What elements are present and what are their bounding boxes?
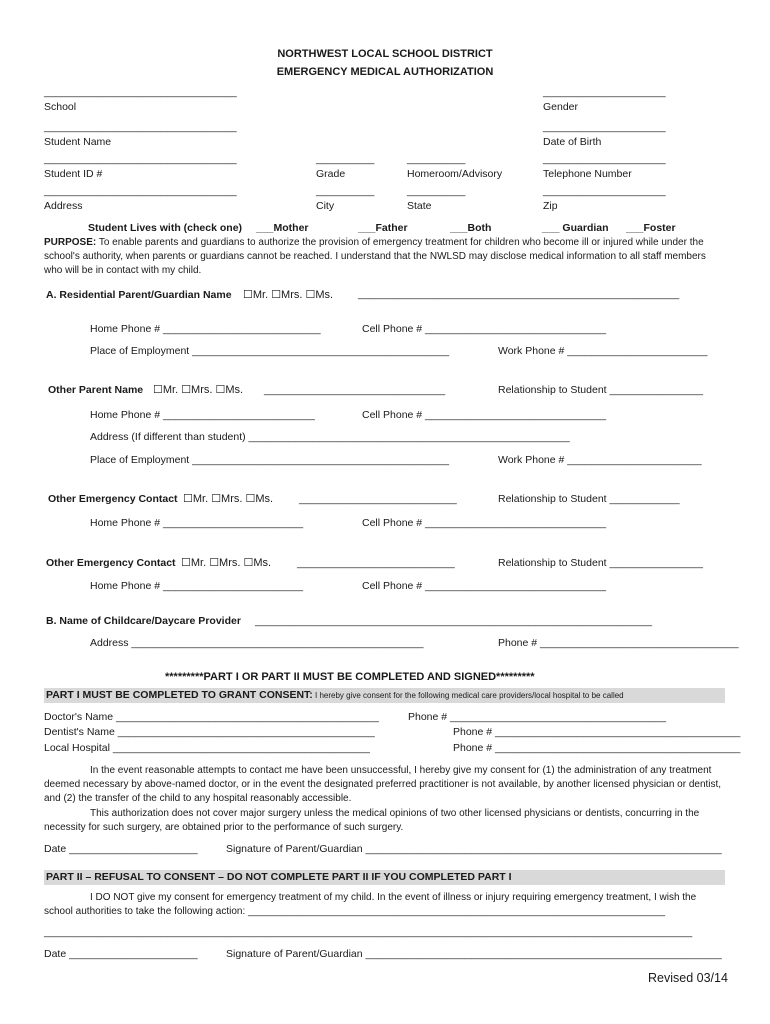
doctor-phone-field[interactable]: Phone # _____________________________________ [408, 711, 667, 723]
gender-label: Gender [543, 101, 579, 113]
childcare-provider-heading: B. Name of Childcare/Daycare Provider [46, 615, 241, 627]
state-field-line[interactable]: __________ [407, 185, 466, 197]
form-title-authorization: EMERGENCY MEDICAL AUTHORIZATION [276, 66, 494, 78]
part-2-date-field[interactable]: Date ______________________ [44, 948, 198, 960]
lives-with-foster[interactable]: ___Foster [626, 222, 676, 234]
city-field-line[interactable]: __________ [316, 185, 375, 197]
state-label: State [407, 200, 432, 212]
telephone-label: Telephone Number [543, 168, 632, 180]
purpose-text: To enable parents and guardians to authorize the provision of emergency treatment for children who become ill or injured while under the school's authority, when parents or guardians cannot be reached. I understand that the NWLSD may disclose medical information to all staff members who will be in contact with my child. [44, 237, 706, 276]
gender-field-line[interactable]: _____________________ [543, 86, 666, 98]
student-name-field-line[interactable]: _________________________________ [44, 121, 237, 133]
emergency-contact-2-cell-phone[interactable]: Cell Phone # _______________________________ [362, 580, 607, 592]
part-1-heading [46, 689, 624, 701]
student-name-label: Student Name [44, 136, 112, 148]
emergency-contact-1-heading: Other Emergency Contact [48, 493, 178, 505]
emergency-contact-1-cell-phone[interactable]: Cell Phone # _______________________________ [362, 517, 607, 529]
hospital-phone-field[interactable]: Phone # __________________________________________ [453, 742, 741, 754]
emergency-contact-2-heading: Other Emergency Contact [46, 557, 176, 569]
residential-home-phone[interactable]: Home Phone # ___________________________ [90, 323, 321, 335]
residential-parent-name-line[interactable]: _______________________________________________________ [358, 288, 680, 300]
part-1-heading-text: PART I MUST BE COMPLETED TO GRANT CONSENT: [46, 689, 313, 701]
childcare-provider-name-line[interactable]: ____________________________________________________________________ [255, 615, 653, 627]
consent-paragraph-1: In the event reasonable attempts to contact me have been unsuccessful, I hereby give my consent for (1) the administration of any treatment deemed necessary by above-named doctor, or in the event the designated preferred practitioner is not available, by another licensed physician or dentist, and (2) the transfer of the child to any hospital reasonably accessible. [44, 765, 722, 804]
telephone-field-line[interactable]: _____________________ [543, 153, 666, 165]
emergency-contact-1-title-checkboxes[interactable]: ☐Mr. ☐Mrs. ☐Ms. [183, 493, 274, 505]
form-title-district: NORTHWEST LOCAL SCHOOL DISTRICT [277, 48, 493, 60]
residential-employment[interactable]: Place of Employment ____________________________________________ [90, 345, 450, 357]
emergency-contact-1-home-phone[interactable]: Home Phone # ________________________ [90, 517, 304, 529]
residential-cell-phone[interactable]: Cell Phone # _______________________________ [362, 323, 607, 335]
zip-label: Zip [543, 200, 558, 212]
address-field-line[interactable]: _________________________________ [44, 185, 237, 197]
other-parent-home-phone[interactable]: Home Phone # __________________________ [90, 409, 315, 421]
consent-paragraph-2: This authorization does not cover major surgery unless the medical opinions of two other licensed physicians or dentists, concurring in the necessity for such surgery, are obtained prior to the performance of such surgery. [44, 808, 700, 833]
part-1-signature-field[interactable]: Signature of Parent/Guardian _____________________________________________________________ [226, 843, 722, 855]
lives-with-label: Student Lives with (check one) [88, 222, 243, 234]
part-2-signature-field[interactable]: Signature of Parent/Guardian _____________________________________________________________ [226, 948, 722, 960]
emergency-contact-2-home-phone[interactable]: Home Phone # ________________________ [90, 580, 304, 592]
emergency-contact-2-relationship[interactable]: Relationship to Student ________________ [498, 557, 703, 569]
zip-field-line[interactable]: _____________________ [543, 185, 666, 197]
school-label: School [44, 101, 77, 113]
other-parent-cell-phone[interactable]: Cell Phone # _______________________________ [362, 409, 607, 421]
dob-label: Date of Birth [543, 136, 602, 148]
student-id-label: Student ID # [44, 168, 103, 180]
homeroom-label: Homeroom/Advisory [407, 168, 503, 180]
lives-with-mother[interactable]: ___Mother [256, 222, 309, 234]
residential-parent-heading: A. Residential Parent/Guardian Name [46, 289, 232, 301]
dentist-name-field[interactable]: Dentist's Name ____________________________________________ [44, 726, 375, 738]
student-id-field-line[interactable]: _________________________________ [44, 153, 237, 165]
emergency-contact-1-name-line[interactable]: ___________________________ [299, 493, 457, 505]
refusal-extra-line[interactable]: _______________________________________________________________________________________________________________ [44, 926, 693, 938]
other-parent-employment[interactable]: Place of Employment ____________________________________________ [90, 454, 450, 466]
lives-with-father[interactable]: ___Father [358, 222, 408, 234]
childcare-phone[interactable]: Phone # __________________________________ [498, 637, 739, 649]
refusal-paragraph[interactable]: I DO NOT give my consent for emergency treatment of my child. In the event of illness or injury requiring emergency treatment, I wish the school authorities to take the following action: ___________________________________________________________________________ [44, 892, 697, 917]
dentist-phone-field[interactable]: Phone # __________________________________________ [453, 726, 741, 738]
other-parent-name-line[interactable]: _______________________________ [264, 384, 446, 396]
purpose-label: PURPOSE: [44, 237, 97, 248]
emergency-contact-2-title-checkboxes[interactable]: ☐Mr. ☐Mrs. ☐Ms. [181, 557, 272, 569]
dob-field-line[interactable]: _____________________ [543, 121, 666, 133]
part-1-date-field[interactable]: Date ______________________ [44, 843, 198, 855]
other-parent-relationship[interactable]: Relationship to Student ________________ [498, 384, 703, 396]
other-parent-address[interactable]: Address (If different than student) _______________________________________________________ [90, 431, 570, 443]
homeroom-field-line[interactable]: __________ [407, 153, 466, 165]
childcare-address[interactable]: Address __________________________________________________ [90, 637, 424, 649]
school-field-line[interactable]: _________________________________ [44, 86, 237, 98]
hospital-name-field[interactable]: Local Hospital ____________________________________________ [44, 742, 370, 754]
doctor-name-field[interactable]: Doctor's Name _____________________________________________ [44, 711, 379, 723]
other-parent-work-phone[interactable]: Work Phone # _______________________ [498, 454, 702, 466]
emergency-contact-1-relationship[interactable]: Relationship to Student ____________ [498, 493, 680, 505]
revised-date: Revised 03/14 [648, 971, 728, 985]
city-label: City [316, 200, 335, 212]
parts-notice: *********PART I OR PART II MUST BE COMPLETED AND SIGNED********* [165, 671, 535, 683]
residential-work-phone[interactable]: Work Phone # ________________________ [498, 345, 708, 357]
grade-label: Grade [316, 168, 346, 180]
lives-with-guardian[interactable]: ___ Guardian [542, 222, 609, 234]
emergency-contact-2-name-line[interactable]: ___________________________ [297, 557, 455, 569]
grade-field-line[interactable]: __________ [316, 153, 375, 165]
purpose-paragraph [44, 236, 726, 278]
residential-parent-title-checkboxes[interactable]: ☐Mr. ☐Mrs. ☐Ms. [243, 289, 334, 301]
other-parent-heading: Other Parent Name [48, 384, 144, 396]
lives-with-both[interactable]: ___Both [450, 222, 492, 234]
other-parent-title-checkboxes[interactable]: ☐Mr. ☐Mrs. ☐Ms. [153, 384, 244, 396]
part-1-heading-note: I hereby give consent for the following medical care providers/local hospital to be called [312, 691, 624, 700]
address-label: Address [44, 200, 83, 212]
part-2-heading: PART II – REFUSAL TO CONSENT – DO NOT COMPLETE PART II IF YOU COMPLETED PART I [46, 871, 512, 883]
